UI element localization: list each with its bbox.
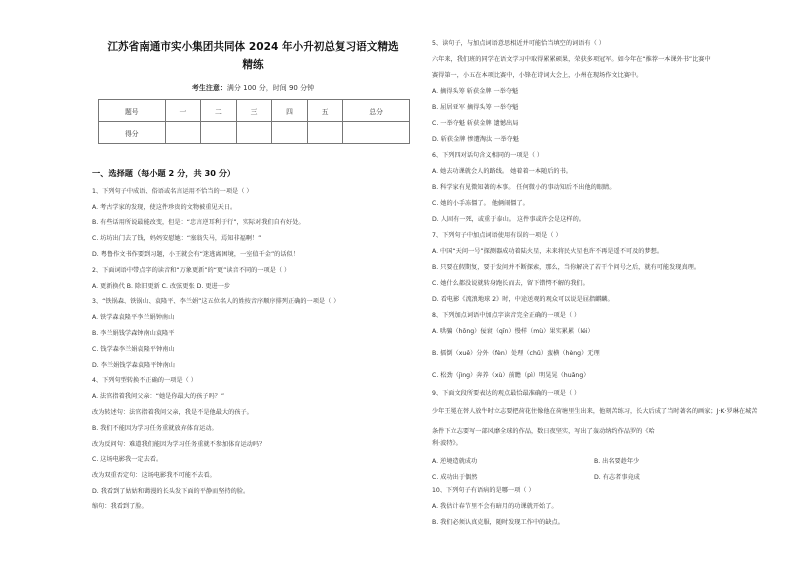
option-line: B. 我们必须认真克服，随时发现工作中的缺点。: [432, 519, 564, 526]
score-input-cell[interactable]: [236, 122, 272, 144]
option-line: B. 李兰娟钱学森钟南山袁隆平: [92, 330, 175, 337]
question-line: 8、下列加点词语中加点字读音完全正确的一项是（ ）: [432, 312, 581, 319]
option-line: C. 她什么都没说就转身跑长而去，留下错愕不解的我们。: [432, 280, 589, 287]
score-header-cell: 题号: [99, 100, 166, 122]
score-row-label: 得分: [99, 122, 166, 144]
passage-line: 少年王冕在替人放牛时立志要把荷花住像他在荷塘里生出来，他刻苦练习，长大后成了当时著名的画家；J·K·罗琳在城苦条件下立志要写一部风靡全球的作品，数日夜坚实，写出了轰动纳约作品罗的《哈: [432, 408, 758, 435]
score-header-cell: 四: [272, 100, 308, 122]
title-line-2: 精练: [242, 59, 264, 71]
score-header-cell: 二: [201, 100, 237, 122]
question-line: 1、下列句子中成语、俗语或名言运用不恰当的一项是（ ）: [92, 188, 253, 195]
score-header-cell: 三: [236, 100, 272, 122]
question-line: 7、下列句子中加点词语使用有误的一项是（ ）: [432, 232, 562, 239]
option-line: 改为转述句：法官指着我问父亲，我是不是他最大的孩子。: [92, 409, 253, 416]
option-line: C. 松劲（jìng）奔养（xù）前瞻（pì）明晃晃（huǎng）: [432, 372, 590, 379]
option-line: 改为反问句：难道我们能因为学习任务重就不参加体育运动吗？: [92, 441, 266, 448]
option-line: A. 更新换代 B. 除旧更新 C. 改弦更张 D. 更进一步: [92, 283, 231, 290]
score-input-cell[interactable]: [307, 122, 343, 144]
title-line-1: 江苏省南通市实小集团共同体 2024 年小升初总复习语文精选: [107, 41, 399, 53]
question-line: 5、读句子，与加点词语意思相近并可能恰当填空的词语有（ ）: [432, 40, 605, 47]
option-line: C. 钱学森李兰娟袁隆平钟南山: [92, 346, 175, 353]
option-line: C. 坊坊出门去了钱，妈妈安慰她：“塞翁失马，焉知非福啊！”: [92, 235, 262, 242]
notice-label: 考生注意：: [191, 84, 227, 92]
option-line: A. 我估计春节里不会有暗月的功课就开始了。: [432, 503, 558, 510]
score-input-cell[interactable]: [272, 122, 308, 144]
option-line: C. 一举夺魁 斩获金牌 遗憾出局: [432, 120, 519, 127]
option-line: D. 我看到了姑姑和蔼漫的长头发下面的平静而坚持的脸。: [92, 488, 250, 495]
q9-option-a: A. 逆境造就成功: [432, 458, 478, 465]
passage-line: 利·波特》。: [432, 440, 462, 447]
passage-line: 赛得第一，小五在本项比赛中，小锋在诗词大会上，小州在现场作文比赛中。: [432, 72, 643, 79]
score-header-cell: 总分: [343, 100, 410, 122]
score-input-cell[interactable]: [165, 122, 201, 144]
option-line: B. 只要在假期复，要于发问并不断探索，那么，当你解决了若干个问号之后，就有可能发现真理。: [432, 264, 701, 271]
q9-option-b: B. 出名要趁年少: [594, 458, 640, 465]
option-line: B. 科学家有见微知著的本事。 任何微小的事动知后不出他的眼睛。: [432, 184, 616, 191]
exam-notice: [92, 83, 414, 93]
option-line: D. 人固有一死，或重于泰山。 这件事或许会是这样的。: [432, 216, 585, 223]
option-line: 缩句：我看到了脸。: [92, 503, 148, 510]
exam-title: [92, 38, 414, 74]
question-line: 4、下列句型转换不正确的一项是（ ）: [92, 377, 197, 384]
q9-option-c: C. 成功出于偶然: [432, 474, 478, 481]
option-line: B. 擂倒（xuě）分外（fèn）处理（chǔ）蛮横（hèng）无理: [432, 350, 600, 357]
score-table: [98, 99, 410, 144]
option-line: D. 看电影《流浪地球 2》时，中途送观的观众可以说是屈指麒麟。: [432, 296, 614, 303]
question-line: 2、下面词语中带点字的读音和“万象更新”的“更”读音不同的一项是（ ）: [92, 267, 291, 274]
option-line: A. 她去功课就会人的路线。 她着着一本随后的书。: [432, 168, 572, 175]
score-table-header-row: [99, 100, 410, 122]
question-line: 3、“铁锅森、铁锅山、袁隆平、李兰娟”这五位名人的姓按音序顺序排列正确的一项是（ ）: [92, 298, 340, 305]
q9-option-d: D. 有志者事竟成: [594, 474, 640, 481]
score-header-cell: 一: [165, 100, 201, 122]
notice-text: 满分 100 分，时间 90 分钟: [226, 84, 315, 92]
option-line: A. 中国“天问一号”探测器成功着陆火星，未来将民火星也许不再是遥不可及的梦想。: [432, 248, 664, 255]
option-line: A. 铁学森袁隆平李兰娟钟南山: [92, 314, 175, 321]
option-line: A. 考古学家的发现，使这件珍贵的文物被重见天日。: [92, 204, 237, 211]
score-header-cell: 五: [307, 100, 343, 122]
score-input-cell[interactable]: [201, 122, 237, 144]
option-line: B. 我们不能因为学习任务重就放弃体育运动。: [92, 425, 218, 432]
passage-line: 六年来，我们班的同学在语文学习中取得累累硕果，荣获多项冠军。如今年在“推荐一本课外书”比赛中: [432, 56, 711, 63]
option-line: A. 摘得头筹 斩获金牌 一举夺魁: [432, 88, 519, 95]
section-title: 一、选择题（每小题 2 分，共 30 分）: [92, 168, 236, 178]
option-line: 改为双重否定句：这场电影我不可能不去看。: [92, 472, 216, 479]
score-table-score-row: [99, 122, 410, 144]
option-line: B. 屈居亚军 摘得头筹 一举夺魁: [432, 104, 519, 111]
option-line: A. 法官指着我问父亲：“她是你最大的孩子吗？”: [92, 393, 225, 400]
option-line: D. 粤鲁作文书作要到习题，小王就会有“迷逃离困境，一室值千金”的话似！: [92, 251, 299, 258]
question-line: 6、下列四对话句含义相同的一项是（ ）: [432, 152, 544, 159]
option-line: A. 哄骗（hōng）佞衰（qīn）慢样（mù）果实累累（léi）: [432, 328, 594, 335]
option-line: C. 她的小手冻僵了。 他俩闹僵了。: [432, 200, 529, 207]
option-line: C. 这场电影我一定去看。: [92, 456, 163, 463]
option-line: D. 斩获金牌 惨遭淘汰 一举夺魁: [432, 136, 519, 143]
question-line: 9、下面文段所要表达的观点最恰最准确的一项是（ ）: [432, 390, 581, 397]
question-line: 10、下列句子有语病的是哪一项（ ）: [432, 487, 535, 494]
option-line: D. 李兰娟钱学森袁隆平钟南山: [92, 362, 175, 369]
option-line: B. 有些话用所说最能改变，但是：“忠言逆耳利于行”，实际对我们自有好处。: [92, 219, 305, 226]
score-input-cell[interactable]: [343, 122, 410, 144]
